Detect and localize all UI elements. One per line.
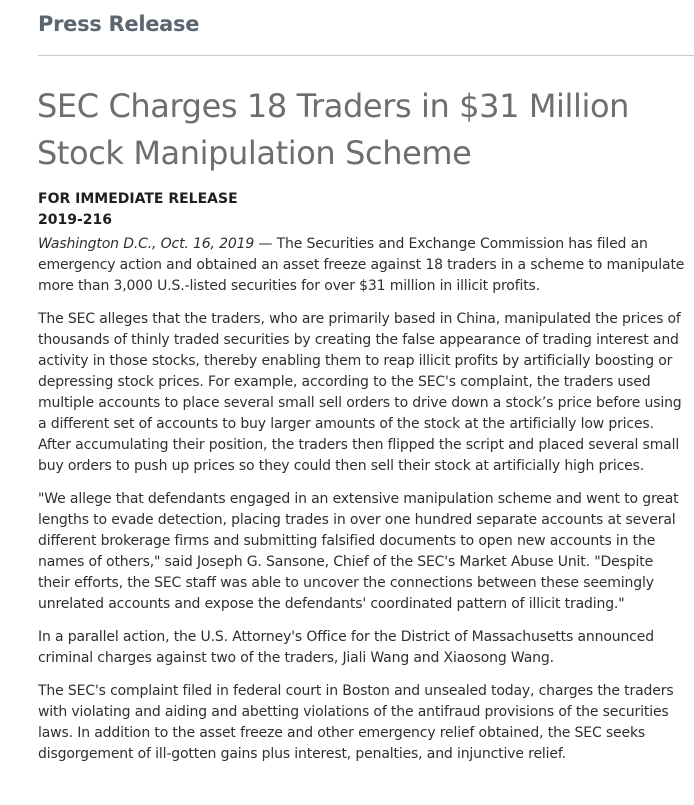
article-body (38, 234, 686, 777)
release-number: 2019-216 (38, 212, 112, 228)
release-meta (38, 189, 238, 231)
release-label: FOR IMMEDIATE RELEASE (38, 191, 238, 207)
paragraph-2: The SEC alleges that the traders, who are primarily based in China, manipulated the prices of thousands of thinly traded securities by creating the false appearance of trading interest and activity in those stocks, thereby enabling them to reap illicit profits by artificially boosting or depressing stock prices. For example, according to the SEC's complaint, the traders used multiple accounts to place several small sell orders to drive down a stock’s price before using a different set of accounts to buy larger amounts of the stock at the artificially low prices. After accumulating their position, the traders then flipped the script and placed several small buy orders to push up prices so they could then sell their stock at artificially high prices. (38, 311, 682, 474)
section-label: Press Release (38, 12, 200, 36)
paragraph-3: "We allege that defendants engaged in an extensive manipulation scheme and went to great lengths to evade detection, placing trades in over one hundred separate accounts at several different brokerage firms and submitting falsified documents to open new accounts in the names of others," said Joseph G. Sansone, Chief of the SEC's Market Abuse Unit. "Despite their efforts, the SEC staff was able to uncover the connections between these seemingly unrelated accounts and expose the defendants' coordinated pattern of illicit trading." (38, 491, 679, 612)
paragraph-4: In a parallel action, the U.S. Attorney's Office for the District of Massachusetts announced criminal charges against two of the traders, Jiali Wang and Xiaosong Wang. (38, 629, 654, 666)
paragraph-5: The SEC's complaint filed in federal court in Boston and unsealed today, charges the traders with violating and aiding and abetting violations of the antifraud provisions of the securities laws. In addition to the asset freeze and other emergency relief obtained, the SEC seeks disgorgement of ill-gotten gains plus interest, penalties, and injunctive relief. (38, 683, 674, 762)
paragraph-1 (38, 234, 686, 297)
headline: SEC Charges 18 Traders in $31 Million Stock Manipulation Scheme (37, 87, 630, 172)
paragraph-1-text: — The Securities and Exchange Commission has filed an emergency action and obtained an asset freeze against 18 traders in a scheme to manipulate more than 3,000 U.S.-listed securities for over $31 million in illicit profits. (38, 236, 685, 294)
header-divider (38, 55, 694, 56)
dateline: Washington D.C., Oct. 16, 2019 (38, 236, 255, 252)
